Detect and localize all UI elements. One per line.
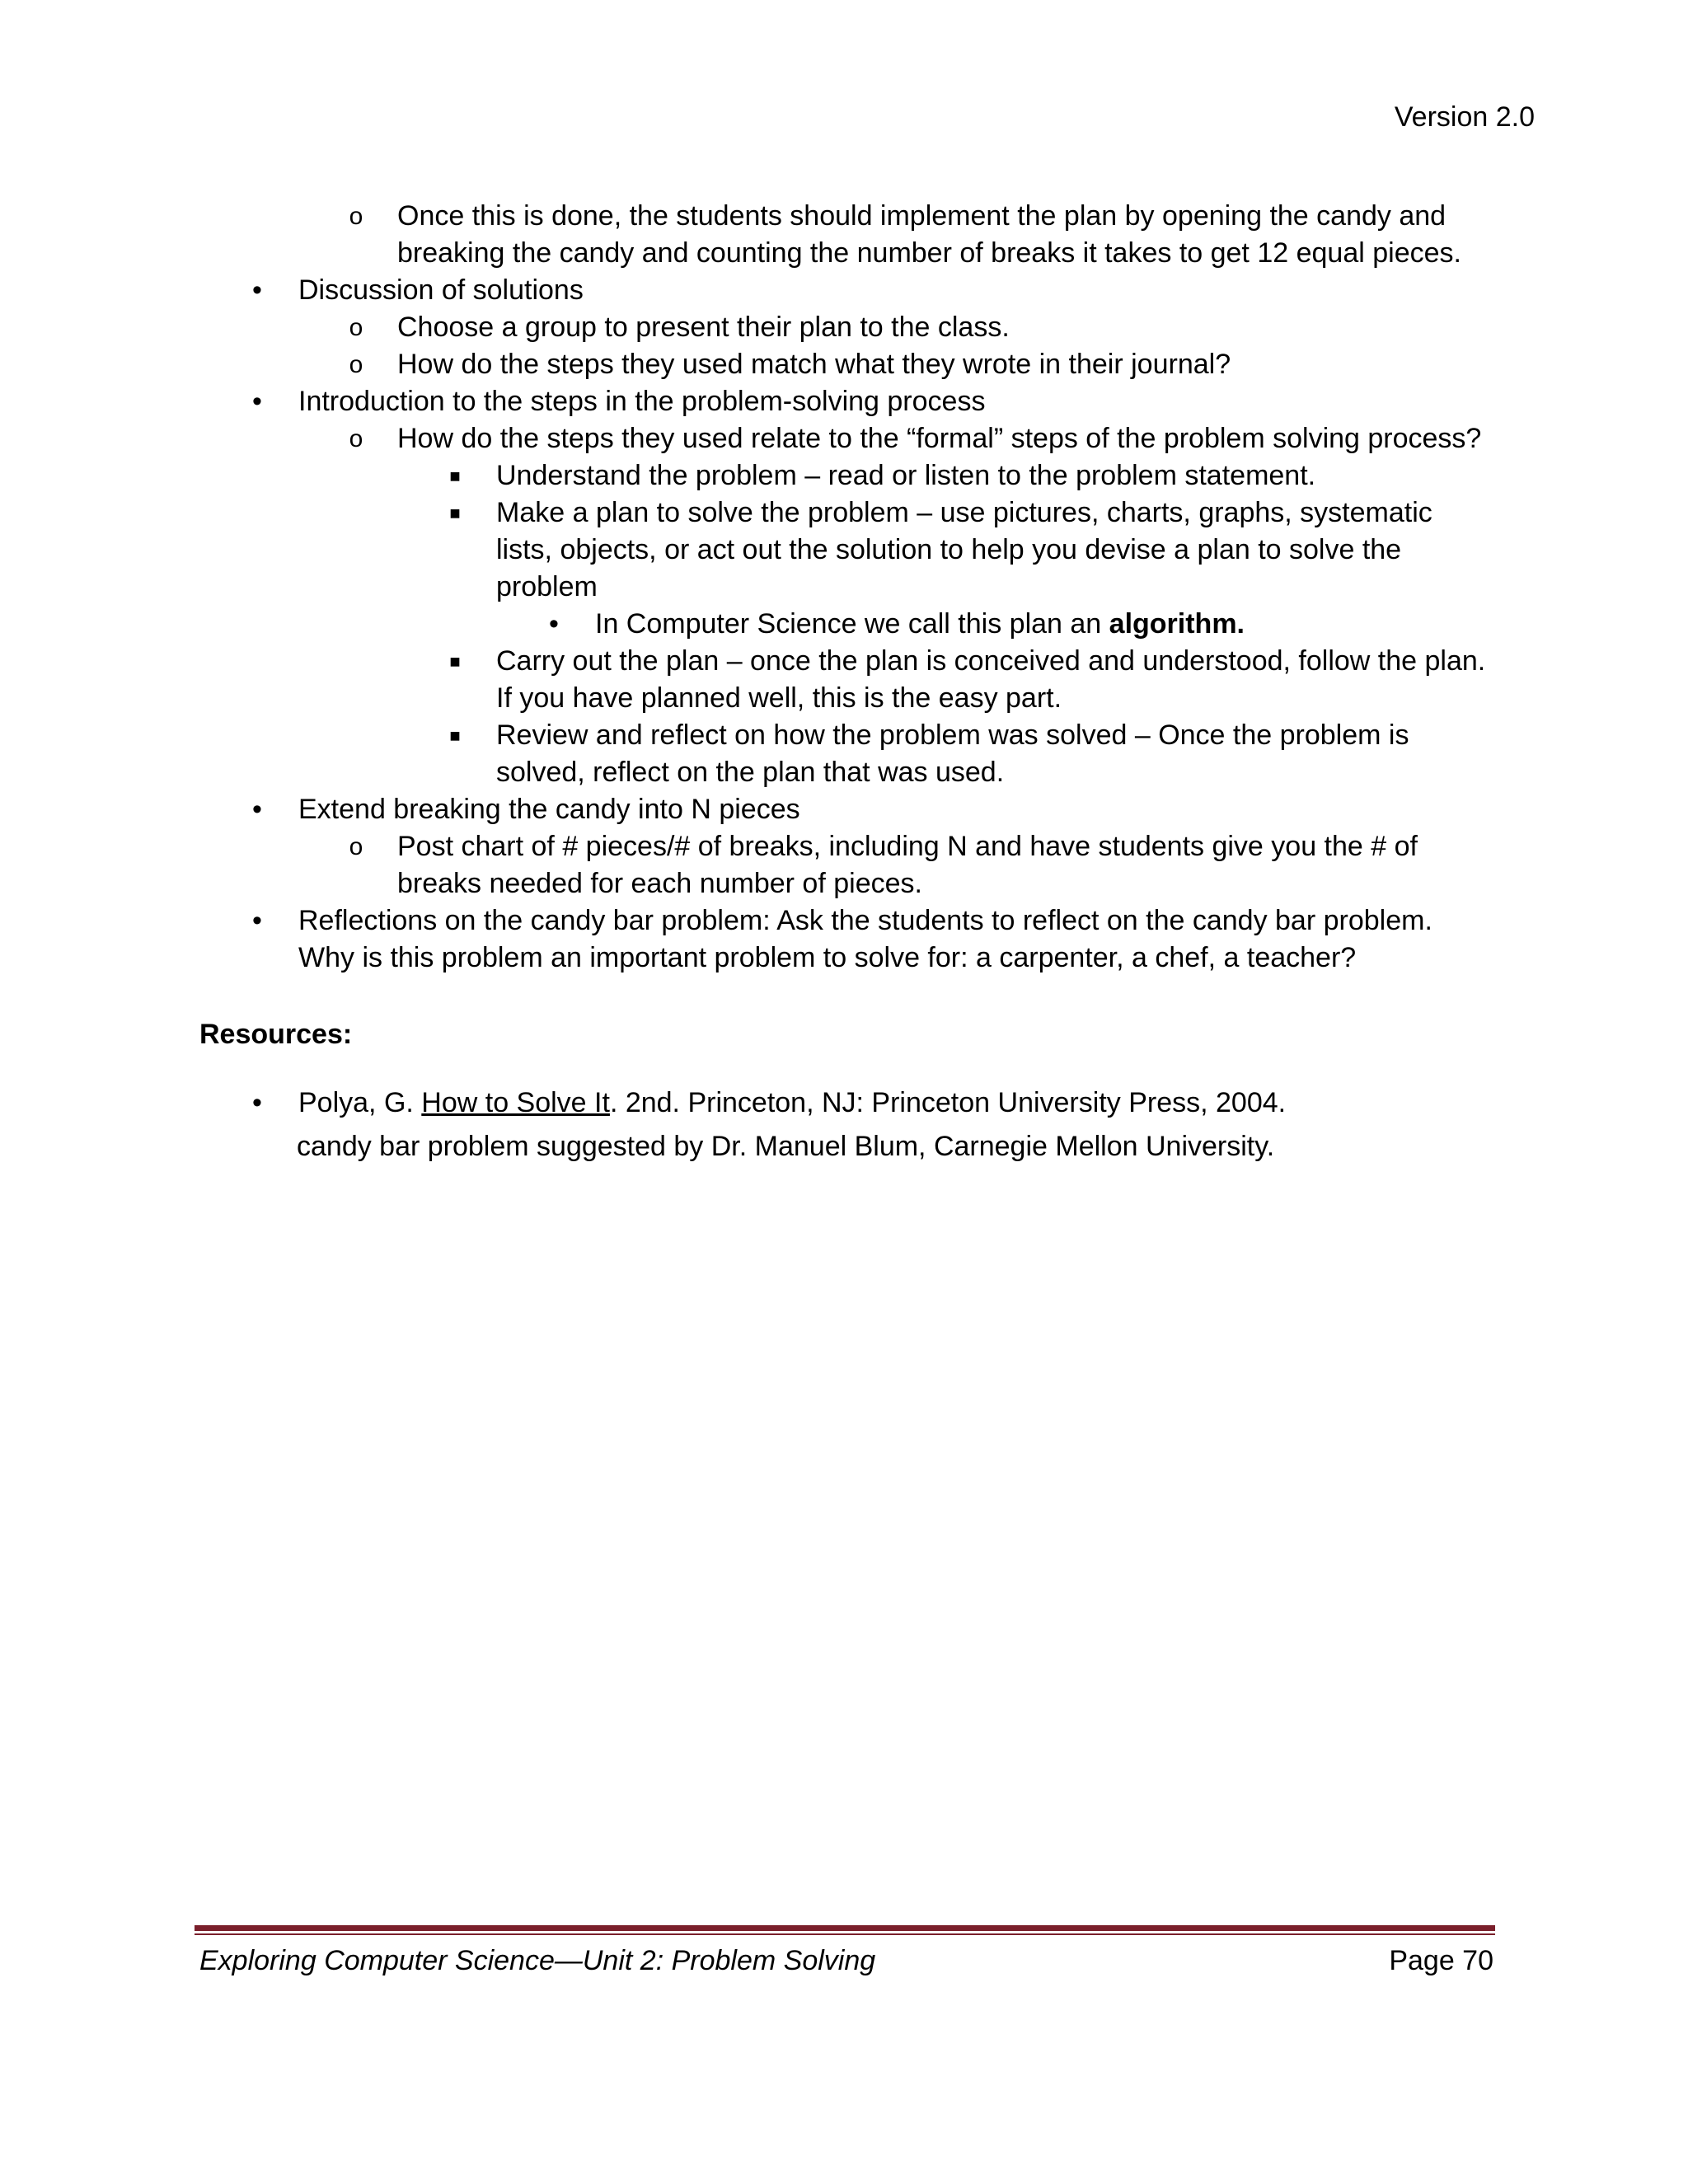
- disc-bullet: •: [252, 386, 262, 417]
- disc-bullet: •: [252, 1087, 262, 1118]
- reference-author: Polya, G.: [298, 1087, 422, 1118]
- footer-divider-thick: [195, 1925, 1495, 1931]
- circle-bullet: o: [349, 833, 363, 860]
- list-item-text: Choose a group to present their plan to the class.: [397, 312, 1010, 343]
- list-item: [199, 606, 1493, 643]
- reference-item: [199, 1085, 1493, 1122]
- footer-divider-thin: [195, 1933, 1495, 1935]
- reference-title: How to Solve It: [421, 1087, 610, 1118]
- list-item-text: How do the steps they used relate to the “formal” steps of the problem solving process?: [397, 423, 1482, 454]
- list-item: [199, 346, 1493, 383]
- algorithm-term: algorithm.: [1109, 608, 1245, 640]
- list-item-text: Introduction to the steps in the problem-solving process: [298, 386, 986, 417]
- footer-title: Exploring Computer Science—Unit 2: Problem Solving: [199, 1945, 876, 1976]
- list-item-text: Make a plan to solve the problem – use pictures, charts, graphs, systematic lists, objects, or act out the solution to help you devise a plan to solve the problem: [496, 497, 1432, 602]
- list-item: [199, 643, 1493, 717]
- list-item-text: Once this is done, the students should implement the plan by opening the candy and breaking the candy and counting the number of breaks it takes to get 12 equal pieces.: [397, 200, 1461, 269]
- square-bullet: ■: [449, 503, 461, 523]
- list-item: [199, 198, 1493, 272]
- circle-bullet: o: [349, 203, 363, 230]
- list-item: [199, 494, 1493, 606]
- reference-note: candy bar problem suggested by Dr. Manuel Blum, Carnegie Mellon University.: [297, 1131, 1275, 1162]
- list-item-text: How do the steps they used match what they wrote in their journal?: [397, 349, 1231, 380]
- resources-heading: Resources:: [199, 1019, 353, 1050]
- list-item-text: Reflections on the candy bar problem: Ask the students to reflect on the candy bar problem. Why is this problem an important problem to solve for: a carpenter, a chef, a teacher?: [298, 905, 1432, 973]
- disc-bullet: •: [252, 274, 262, 306]
- list-item-text: Understand the problem – read or listen to the problem statement.: [496, 460, 1316, 491]
- circle-bullet: o: [349, 351, 363, 378]
- list-item: [199, 717, 1493, 791]
- list-item: [199, 791, 1493, 828]
- page-number: Page 70: [1389, 1945, 1493, 1976]
- square-bullet: ■: [449, 466, 461, 486]
- list-item: [199, 383, 1493, 420]
- list-item: [199, 309, 1493, 346]
- list-item: [199, 902, 1493, 977]
- list-item-text: Carry out the plan – once the plan is conceived and understood, follow the plan. If you have planned well, this is the easy part.: [496, 645, 1486, 714]
- list-item: [199, 457, 1493, 494]
- list-item-text: Extend breaking the candy into N pieces: [298, 794, 800, 825]
- list-item: [199, 828, 1493, 902]
- disc-bullet: •: [549, 608, 559, 640]
- disc-bullet: •: [252, 905, 262, 936]
- circle-bullet: o: [349, 314, 363, 341]
- square-bullet: ■: [449, 725, 461, 746]
- version-label: Version 2.0: [1394, 101, 1535, 133]
- list-item-text: Post chart of # pieces/# of breaks, including N and have students give you the # of breaks needed for each number of pieces.: [397, 831, 1418, 899]
- reference-details: . 2nd. Princeton, NJ: Princeton University Press, 2004.: [609, 1087, 1287, 1118]
- list-item: [199, 420, 1493, 457]
- disc-bullet: •: [252, 794, 262, 825]
- page-content: [199, 198, 1493, 1165]
- square-bullet: ■: [449, 651, 461, 672]
- circle-bullet: o: [349, 425, 363, 452]
- list-item-text: Review and reflect on how the problem was solved – Once the problem is solved, reflect on the plan that was used.: [496, 719, 1409, 788]
- list-item-text: In Computer Science we call this plan an: [595, 608, 1109, 640]
- list-item: [199, 272, 1493, 309]
- list-item-text: Discussion of solutions: [298, 274, 584, 306]
